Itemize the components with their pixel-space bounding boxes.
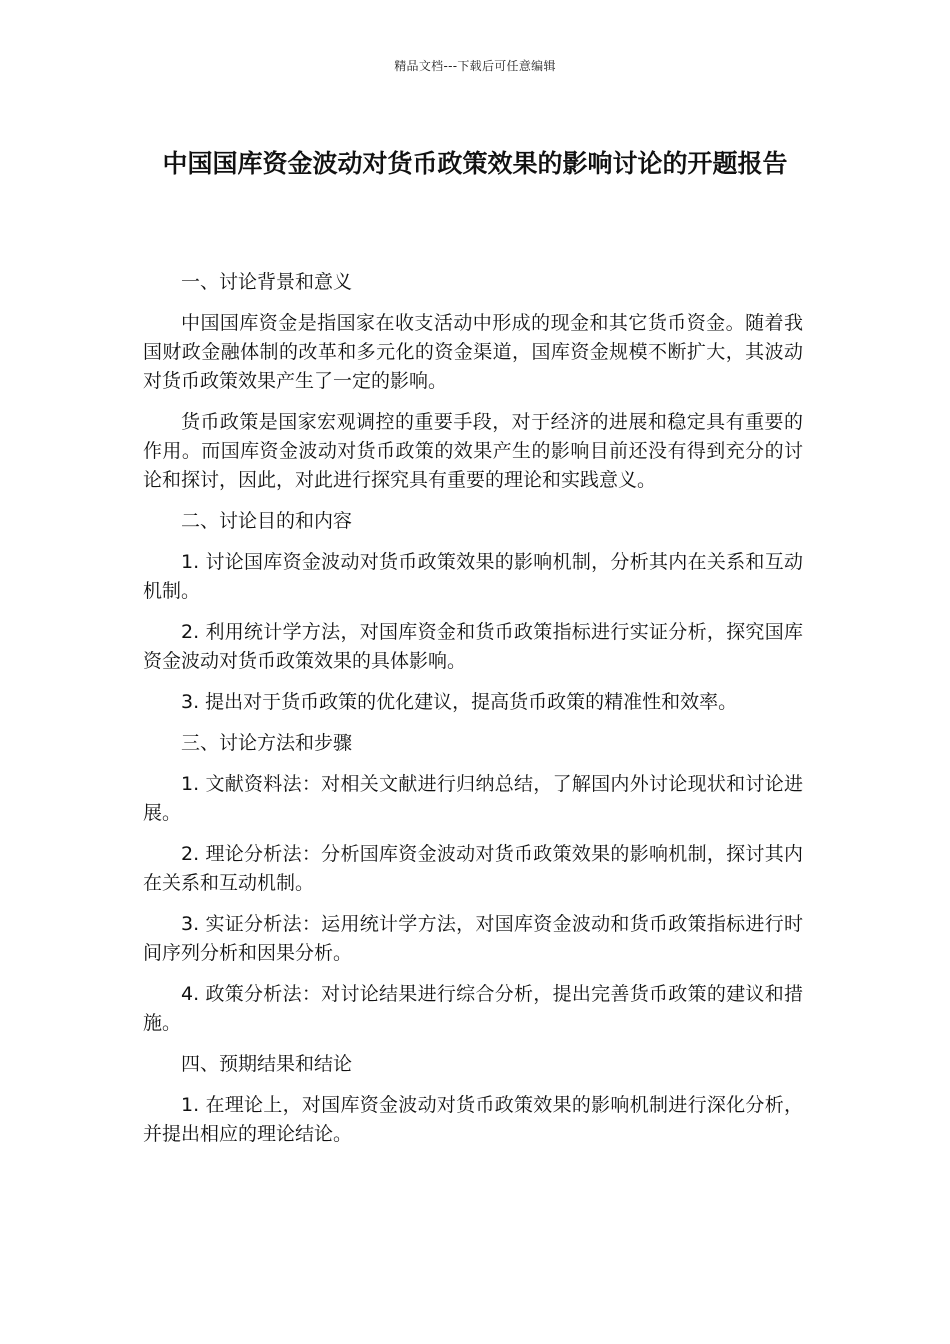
list-item: 2. 理论分析法：分析国库资金波动对货币政策效果的影响机制，探讨其内在关系和互动机制。 (143, 843, 803, 894)
paragraph: 中国国库资金是指国家在收支活动中形成的现金和其它货币资金。随着我国财政金融体制的改革和多元化的资金渠道，国库资金规模不断扩大，其波动对货币政策效果产生了一定的影响。 (143, 312, 803, 392)
list-item: 2. 利用统计学方法，对国库资金和货币政策指标进行实证分析，探究国库资金波动对货币政策效果的具体影响。 (143, 621, 803, 672)
section-heading-results: 四、预期结果和结论 (181, 1053, 353, 1075)
section-heading-background: 一、讨论背景和意义 (181, 271, 353, 293)
document-title: 中国国库资金波动对货币政策效果的影响讨论的开题报告 (162, 149, 788, 178)
list-item: 1. 讨论国库资金波动对货币政策效果的影响机制，分析其内在关系和互动机制。 (143, 551, 803, 602)
section-heading-objectives: 二、讨论目的和内容 (181, 510, 353, 532)
list-item: 1. 文献资料法：对相关文献进行归纳总结，了解国内外讨论现状和讨论进展。 (143, 773, 803, 824)
list-item: 4. 政策分析法：对讨论结果进行综合分析，提出完善货币政策的建议和措施。 (143, 983, 803, 1034)
list-item: 3. 实证分析法：运用统计学方法，对国库资金波动和货币政策指标进行时间序列分析和因果分析。 (143, 913, 803, 964)
header-note: 精品文档---下载后可任意编辑 (394, 59, 556, 73)
document-body (143, 268, 803, 1161)
paragraph: 货币政策是国家宏观调控的重要手段，对于经济的进展和稳定具有重要的作用。而国库资金波动对货币政策的效果产生的影响目前还没有得到充分的讨论和探讨，因此，对此进行探究具有重要的理论和实践意义。 (143, 411, 803, 491)
section-heading-methods: 三、讨论方法和步骤 (181, 732, 353, 754)
list-item: 3. 提出对于货币政策的优化建议，提高货币政策的精准性和效率。 (181, 691, 738, 713)
list-item: 1. 在理论上，对国库资金波动对货币政策效果的影响机制进行深化分析，并提出相应的理论结论。 (143, 1094, 803, 1145)
